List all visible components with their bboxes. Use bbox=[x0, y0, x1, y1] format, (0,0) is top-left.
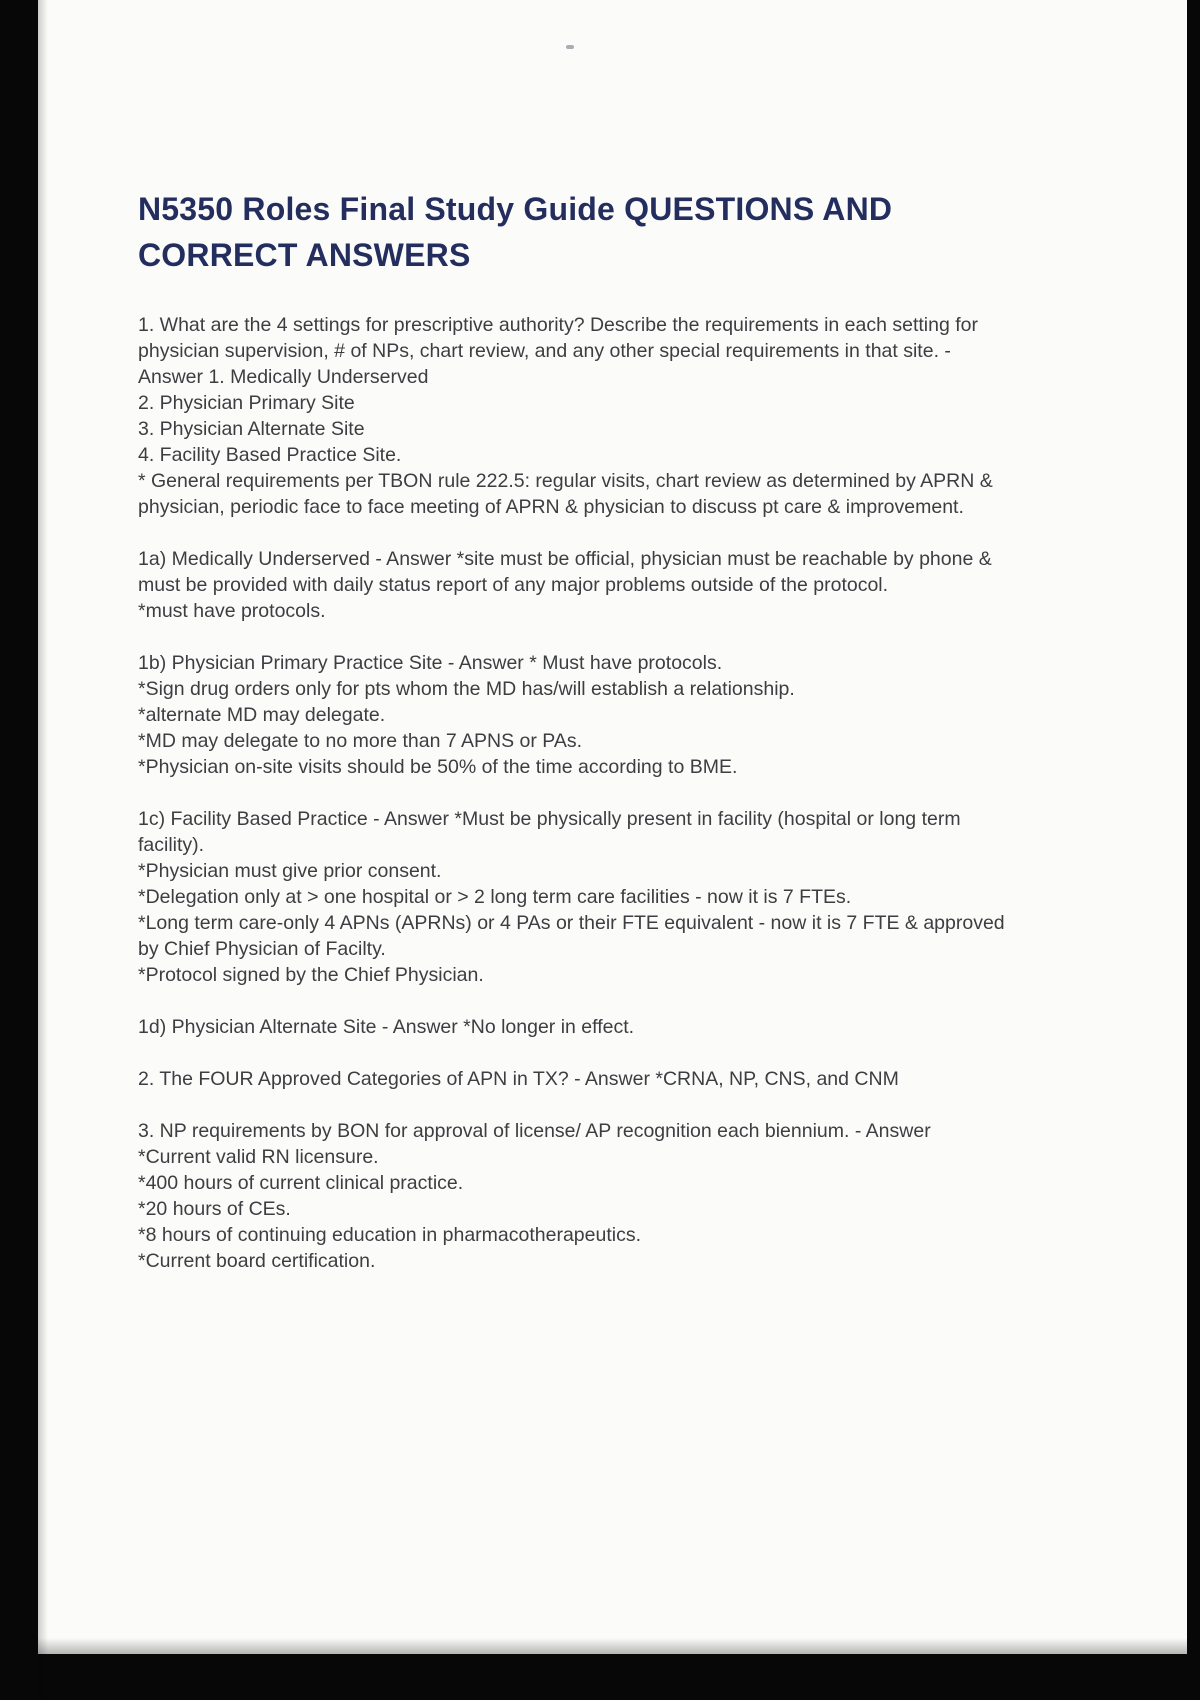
section-question-1 bbox=[138, 312, 1006, 520]
scan-shadow-bottom bbox=[38, 1638, 1187, 1654]
scan-artifact-dot bbox=[566, 45, 574, 49]
document-content bbox=[138, 186, 1006, 1300]
scan-edge-bottom bbox=[0, 1654, 1200, 1700]
paragraph: * General requirements per TBON rule 222.5: regular visits, chart review as determined by APRN & physician, periodic face to face meeting of APRN & physician to discuss pt care & improvement. bbox=[138, 470, 993, 518]
scan-shadow-left bbox=[38, 0, 48, 1700]
paragraph: *Delegation only at > one hospital or > 2 long term care facilities - now it is 7 FTEs. bbox=[138, 886, 852, 908]
paragraph: 3. NP requirements by BON for approval of license/ AP recognition each biennium. - Answer *Current valid RN licensure. bbox=[138, 1120, 931, 1168]
paragraph: *Physician must give prior consent. bbox=[138, 860, 442, 882]
scan-edge-right bbox=[1187, 0, 1200, 1700]
paragraph: *Physician on-site visits should be 50% of the time according to BME. bbox=[138, 756, 738, 778]
paragraph: 3. Physician Alternate Site bbox=[138, 418, 365, 440]
paragraph: *Long term care-only 4 APNs (APRNs) or 4 PAs or their FTE equivalent - now it is 7 FTE & approved by Chief Physician of Facilty. bbox=[138, 912, 1005, 960]
paragraph: 2. Physician Primary Site bbox=[138, 392, 355, 414]
page-title: N5350 Roles Final Study Guide QUESTIONS AND CORRECT ANSWERS bbox=[138, 191, 893, 273]
paragraph: *400 hours of current clinical practice. bbox=[138, 1172, 464, 1194]
paragraph: 1c) Facility Based Practice - Answer *Must be physically present in facility (hospital or long term facility). bbox=[138, 808, 961, 856]
paragraph: *must have protocols. bbox=[138, 600, 326, 622]
section-question-1b bbox=[138, 650, 1006, 780]
paragraph: *Sign drug orders only for pts whom the MD has/will establish a relationship. bbox=[138, 678, 795, 700]
section-question-1c bbox=[138, 806, 1006, 988]
paragraph: *Protocol signed by the Chief Physician. bbox=[138, 964, 484, 986]
section-question-3 bbox=[138, 1118, 1006, 1274]
paragraph: *alternate MD may delegate. bbox=[138, 704, 386, 726]
paragraph: *MD may delegate to no more than 7 APNS or PAs. bbox=[138, 730, 583, 752]
section-question-1d bbox=[138, 1014, 1006, 1040]
paragraph: *20 hours of CEs. bbox=[138, 1198, 291, 1220]
scan-edge-left bbox=[0, 0, 38, 1700]
section-question-1a bbox=[138, 546, 1006, 624]
paragraph: 1b) Physician Primary Practice Site - Answer * Must have protocols. bbox=[138, 652, 723, 674]
paragraph: 1. What are the 4 settings for prescriptive authority? Describe the requirements in each setting for physician supervision, # of NPs, chart review, and any other special requirements in that site. - Answer 1. Medically Underserved bbox=[138, 314, 978, 388]
paragraph: 1d) Physician Alternate Site - Answer *No longer in effect. bbox=[138, 1016, 635, 1038]
paragraph: *Current board certification. bbox=[138, 1250, 376, 1272]
paragraph: 1a) Medically Underserved - Answer *site must be official, physician must be reachable by phone & must be provided with daily status report of any major problems outside of the protocol. bbox=[138, 548, 992, 596]
paragraph: 4. Facility Based Practice Site. bbox=[138, 444, 402, 466]
paragraph: 2. The FOUR Approved Categories of APN in TX? - Answer *CRNA, NP, CNS, and CNM bbox=[138, 1068, 899, 1090]
section-question-2 bbox=[138, 1066, 1006, 1092]
paragraph: *8 hours of continuing education in pharmacotherapeutics. bbox=[138, 1224, 641, 1246]
